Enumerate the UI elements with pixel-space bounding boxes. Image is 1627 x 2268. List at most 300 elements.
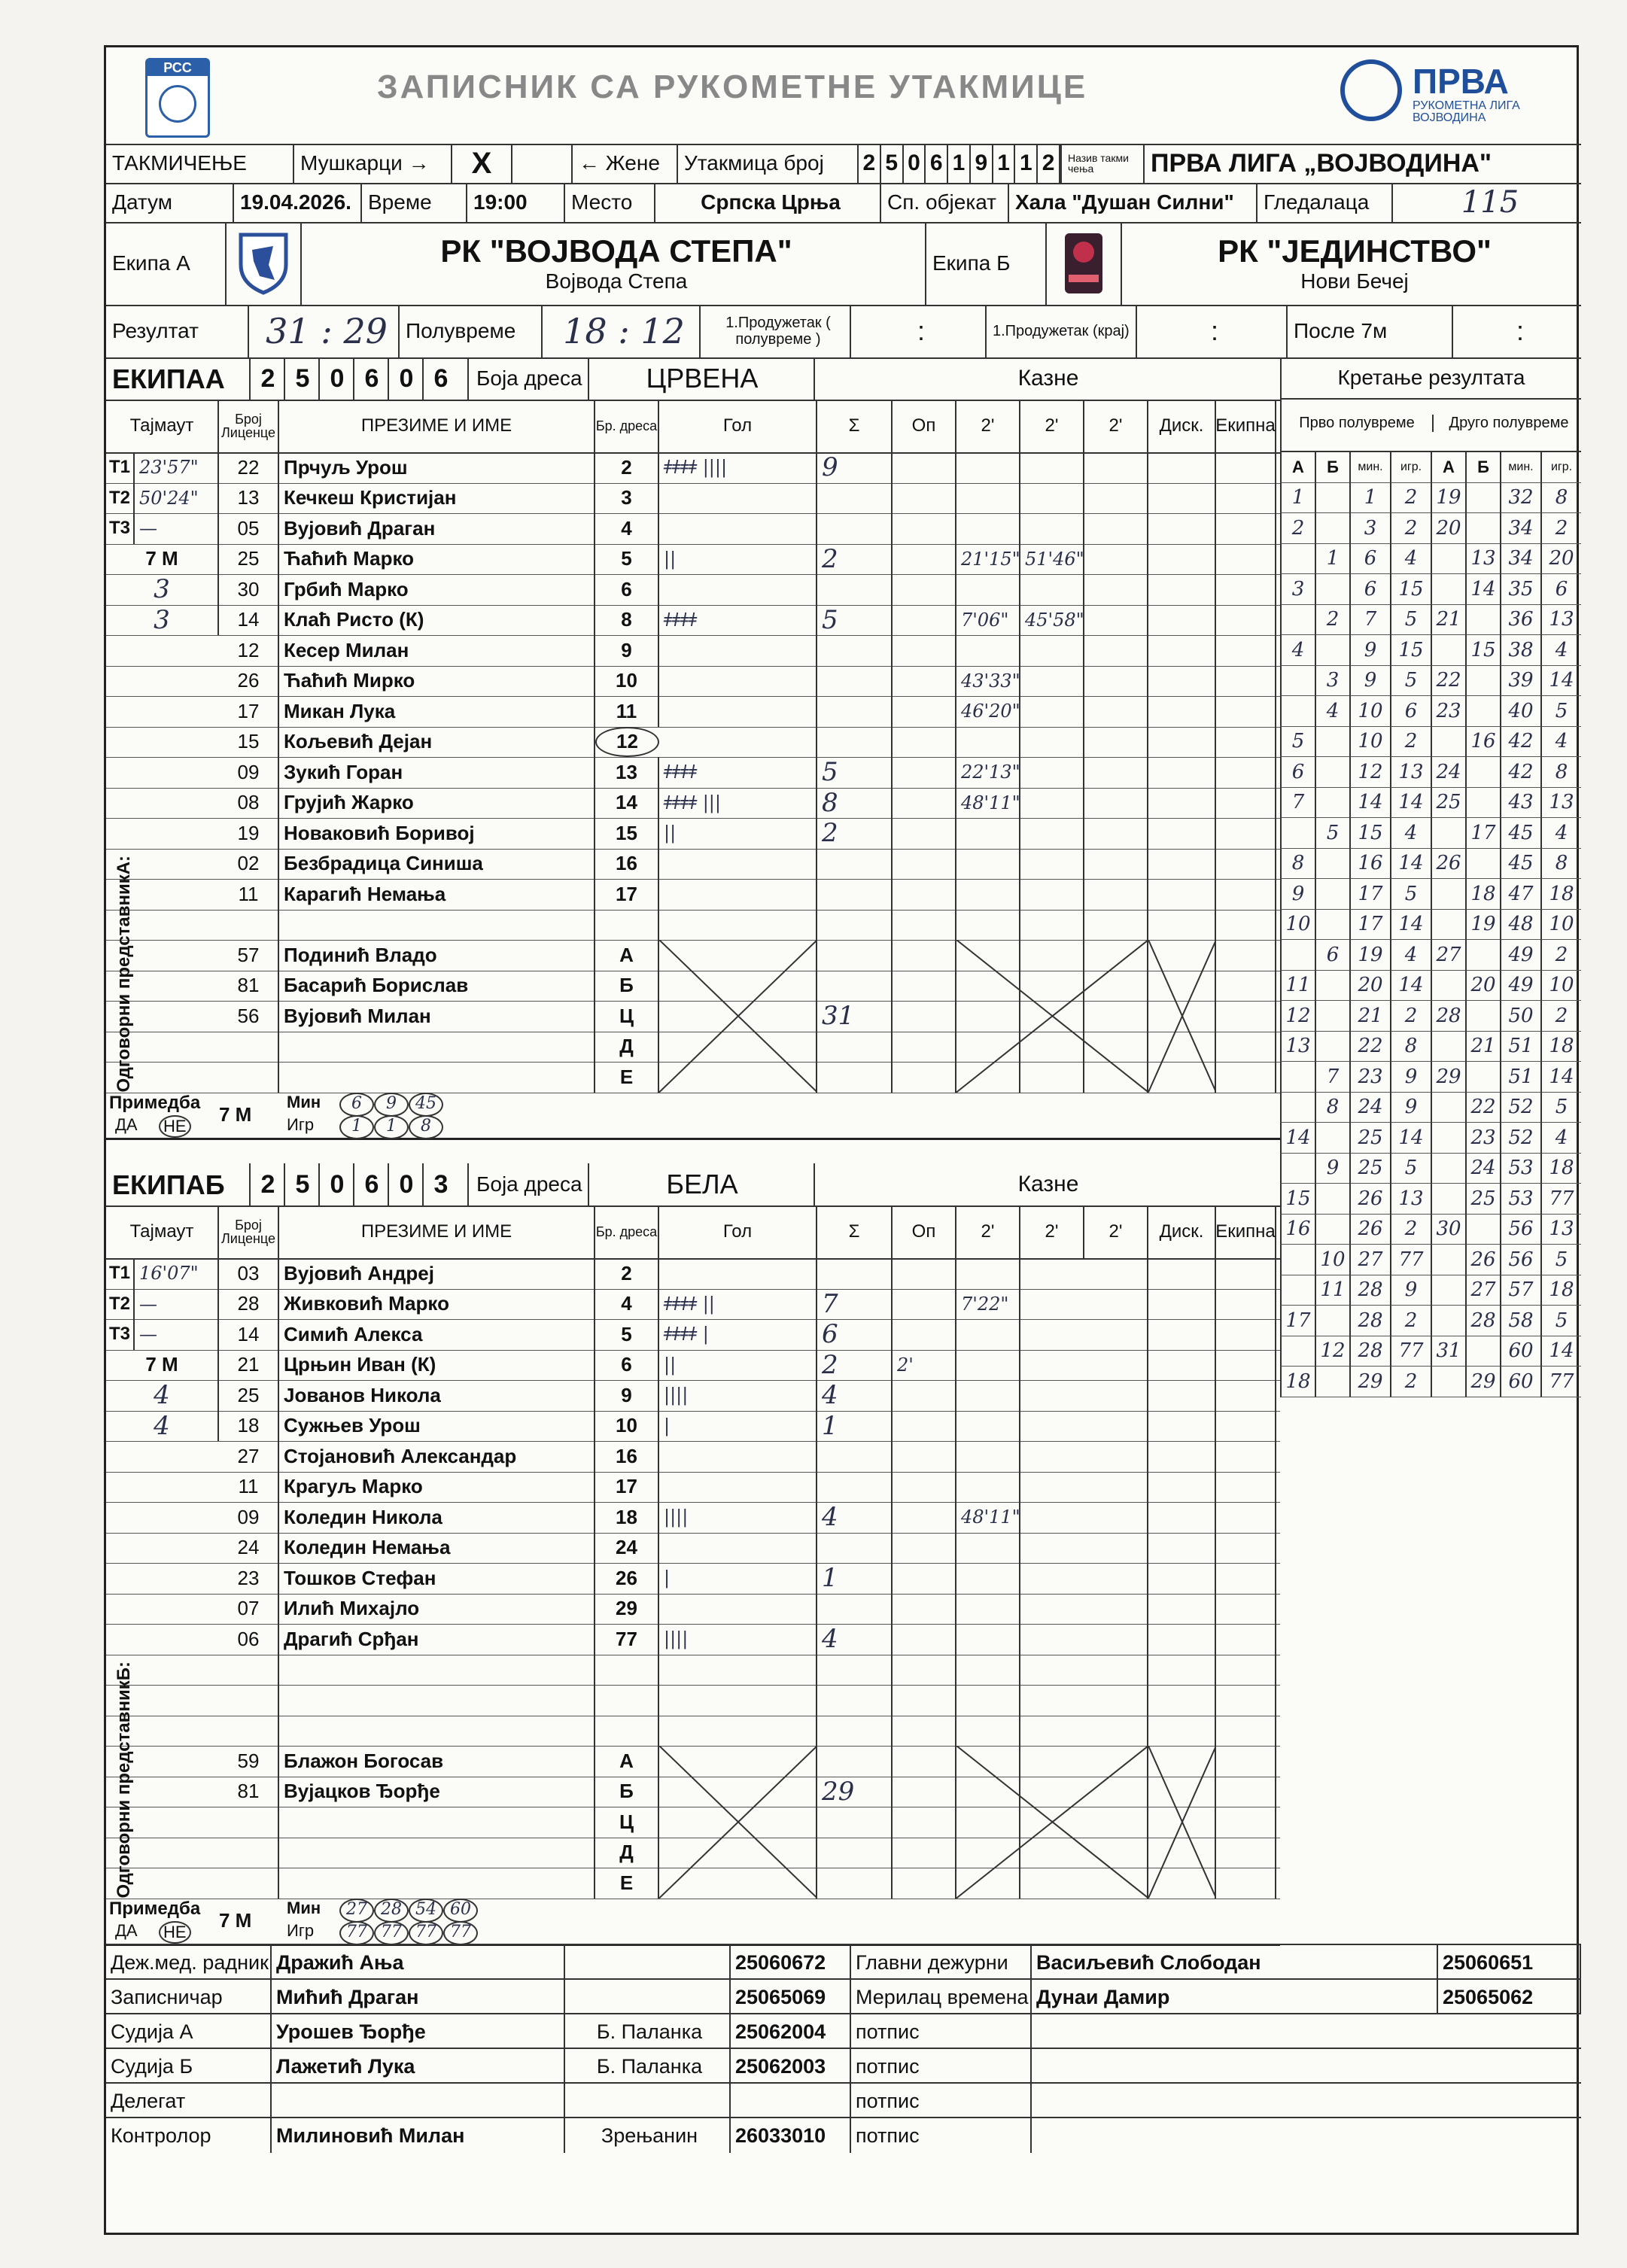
progress-cell bbox=[1315, 788, 1349, 819]
player-goal-sum bbox=[817, 910, 893, 941]
progress-cell: 32 bbox=[1500, 483, 1540, 514]
player-name bbox=[279, 910, 595, 941]
penalty-cell bbox=[1084, 1685, 1148, 1716]
progress-cell: 2 bbox=[1390, 1306, 1431, 1336]
progress-cell: 35 bbox=[1500, 574, 1540, 605]
player-license: 30 bbox=[219, 574, 279, 605]
penalty-cell bbox=[1148, 1655, 1216, 1686]
note-yes: ДА bbox=[115, 1114, 138, 1134]
player-goal-sum bbox=[817, 727, 893, 758]
player-name: Црњин Иван (К) bbox=[279, 1350, 595, 1381]
player-name: Стојановић Александар bbox=[279, 1441, 595, 1472]
official-city bbox=[565, 2084, 731, 2118]
penalty-cell bbox=[1084, 1380, 1148, 1411]
player-name bbox=[279, 1062, 595, 1093]
player-goal-sum: 6 bbox=[817, 1319, 893, 1350]
venue-value: Хала "Душан Силни" bbox=[1009, 183, 1258, 222]
progress-cell: 14 bbox=[1390, 788, 1431, 819]
progress-cell bbox=[1315, 1123, 1349, 1154]
player-suspension-1 bbox=[956, 910, 1020, 941]
progress-cell: 29 bbox=[1431, 1062, 1465, 1093]
penalty-cell bbox=[1084, 910, 1148, 941]
progress-subheader: игр. bbox=[1540, 452, 1581, 483]
player-suspension-1: 48'11" bbox=[956, 1502, 1020, 1533]
player-warning bbox=[893, 971, 956, 1002]
player-shirt: 17 bbox=[595, 1472, 659, 1503]
player-suspension-1: 22'13" bbox=[956, 757, 1020, 788]
penalty-cell bbox=[1148, 574, 1216, 605]
player-row bbox=[106, 1350, 1280, 1382]
player-goal-sum bbox=[817, 1868, 893, 1899]
player-shirt: 10 bbox=[595, 1411, 659, 1442]
progress-cell: 6 bbox=[1540, 574, 1581, 605]
column-header-sum: Σ bbox=[817, 400, 893, 452]
player-license: 08 bbox=[219, 788, 279, 819]
progress-cell: 2 bbox=[1280, 513, 1315, 544]
player-suspension-1 bbox=[956, 513, 1020, 544]
timeout-value: — bbox=[139, 518, 157, 540]
column-header-disq: Диск. bbox=[1148, 1205, 1216, 1258]
progress-cell: 29 bbox=[1465, 1367, 1500, 1397]
progress-cell: 8 bbox=[1390, 1032, 1431, 1063]
player-warning bbox=[893, 574, 956, 605]
penalty-cell bbox=[1148, 1594, 1216, 1625]
player-warning bbox=[893, 1032, 956, 1063]
player-shirt: 3 bbox=[595, 483, 659, 514]
progress-cell: 13 bbox=[1390, 757, 1431, 788]
player-warning bbox=[893, 1289, 956, 1320]
player-warning bbox=[893, 727, 956, 758]
progress-cell: 77 bbox=[1540, 1184, 1581, 1215]
match-number-digit: 9 bbox=[971, 144, 993, 183]
column-header-license: Број Лиценце bbox=[219, 400, 279, 452]
official-role-2: потпис bbox=[851, 2084, 1032, 2118]
timeout-value: — bbox=[139, 1293, 157, 1315]
progress-cell bbox=[1431, 544, 1465, 575]
player-goals bbox=[659, 696, 817, 727]
player-suspension-1 bbox=[956, 1319, 1020, 1350]
footer-minute: 45 bbox=[409, 1093, 443, 1117]
player-suspension-2 bbox=[1020, 849, 1084, 880]
player-license: 02 bbox=[219, 849, 279, 880]
progress-cell bbox=[1280, 696, 1315, 727]
penalty-cell bbox=[1148, 879, 1216, 910]
team_a-label: ЕКИПАА bbox=[112, 363, 225, 394]
player-suspension-2 bbox=[1020, 818, 1084, 849]
player-name: Ћаћић Мирко bbox=[279, 666, 595, 697]
seven-m-mark: 3 bbox=[106, 605, 219, 636]
progress-cell: 14 bbox=[1540, 1062, 1581, 1093]
column-header-2a: 2' bbox=[956, 400, 1020, 452]
seven-m-mark: 4 bbox=[106, 1411, 219, 1442]
progress-cell: 6 bbox=[1390, 696, 1431, 727]
progress-cell: 14 bbox=[1390, 910, 1431, 941]
penalty-cell bbox=[1148, 1563, 1216, 1594]
progress-cell: 5 bbox=[1540, 1245, 1581, 1275]
player-suspension-1: 7'06" bbox=[956, 605, 1020, 636]
player-license: 59 bbox=[219, 1746, 279, 1777]
progress-cell: 12 bbox=[1315, 1336, 1349, 1367]
penalty-cell bbox=[1148, 1380, 1216, 1411]
second-half-label: Друго полувреме bbox=[1432, 415, 1584, 432]
player-goals: ǂǂǂǂ bbox=[659, 757, 817, 788]
progress-cell bbox=[1431, 635, 1465, 666]
timeout-cell bbox=[106, 1289, 219, 1320]
player-shirt: 26 bbox=[595, 1563, 659, 1594]
player-shirt: 16 bbox=[595, 849, 659, 880]
player-suspension-1 bbox=[956, 1441, 1020, 1472]
progress-subheader: мин. bbox=[1500, 452, 1540, 483]
player-goal-sum bbox=[817, 635, 893, 666]
note-no: НЕ bbox=[159, 1921, 191, 1944]
timeout-cell bbox=[106, 483, 219, 514]
progress-cell: 27 bbox=[1431, 940, 1465, 971]
penalty-cell bbox=[1216, 452, 1276, 483]
official-role-2: потпис bbox=[851, 2118, 1032, 2153]
column-header-sum: Σ bbox=[817, 1205, 893, 1258]
player-shirt: 77 bbox=[595, 1624, 659, 1655]
player-row bbox=[106, 1594, 1280, 1625]
column-header-2c: 2' bbox=[1084, 400, 1148, 452]
player-suspension-2 bbox=[1020, 910, 1084, 941]
timeout-label: T1 bbox=[106, 452, 135, 483]
penalty-cell bbox=[1084, 1655, 1148, 1686]
timeout-value: 23'57" bbox=[139, 457, 199, 479]
crossed-box bbox=[659, 1746, 817, 1899]
official-city: Б. Паланка bbox=[565, 2049, 731, 2084]
crossed-box bbox=[956, 1746, 1148, 1899]
progress-cell: 15 bbox=[1390, 574, 1431, 605]
player-warning bbox=[893, 696, 956, 727]
official-name bbox=[272, 2084, 565, 2118]
player-suspension-2 bbox=[1020, 452, 1084, 483]
player-shirt: А bbox=[595, 1746, 659, 1777]
progress-cell bbox=[1315, 971, 1349, 1002]
player-name: Вујовић Милан bbox=[279, 1001, 595, 1032]
column-header-shirt: Бр. дреса bbox=[595, 1205, 659, 1258]
progress-cell bbox=[1280, 666, 1315, 697]
penalty-cell bbox=[1216, 940, 1276, 971]
timeout-cell bbox=[106, 513, 219, 544]
team_a-code-digit: 2 bbox=[249, 357, 285, 400]
team_a-code-digit: 0 bbox=[318, 357, 354, 400]
spectators-label: Гледалаца bbox=[1258, 183, 1393, 222]
player-suspension-1 bbox=[956, 635, 1020, 666]
player-suspension-1: 46'20" bbox=[956, 696, 1020, 727]
progress-cell bbox=[1315, 635, 1349, 666]
penalty-cell bbox=[1148, 818, 1216, 849]
progress-cell: 7 bbox=[1280, 788, 1315, 819]
penalty-cell bbox=[1148, 544, 1216, 575]
progress-cell: 11 bbox=[1280, 971, 1315, 1002]
footer-player: 77 bbox=[374, 1921, 409, 1945]
progress-cell: 11 bbox=[1315, 1275, 1349, 1306]
progress-cell: 12 bbox=[1280, 1001, 1315, 1032]
progress-cell bbox=[1465, 849, 1500, 880]
progress-cell: 10 bbox=[1280, 910, 1315, 941]
progress-cell: 23 bbox=[1465, 1123, 1500, 1154]
footer-player: 1 bbox=[374, 1115, 409, 1139]
player-suspension-1 bbox=[956, 1716, 1020, 1747]
player-goals bbox=[659, 879, 817, 910]
player-license: 81 bbox=[219, 971, 279, 1002]
player-warning bbox=[893, 757, 956, 788]
player-license: 09 bbox=[219, 757, 279, 788]
penalty-cell bbox=[1148, 666, 1216, 697]
penalty-cell bbox=[1084, 1563, 1148, 1594]
team-b-crest-icon bbox=[1061, 230, 1106, 297]
penalty-cell bbox=[1084, 1350, 1148, 1381]
progress-cell: 53 bbox=[1500, 1154, 1540, 1184]
official-row bbox=[106, 2013, 1581, 2049]
player-name: Кесер Милан bbox=[279, 635, 595, 666]
footer-minute: 9 bbox=[374, 1093, 409, 1117]
crossed-box bbox=[956, 940, 1148, 1093]
progress-cell: 5 bbox=[1390, 605, 1431, 636]
player-goal-sum bbox=[817, 849, 893, 880]
player-name bbox=[279, 1716, 595, 1747]
player-shirt: Д bbox=[595, 1032, 659, 1063]
progress-cell: 10 bbox=[1349, 727, 1390, 758]
column-header-name: ПРЕЗИМЕ И ИМЕ bbox=[279, 400, 595, 452]
player-name: Крагуљ Марко bbox=[279, 1472, 595, 1503]
column-header-team: Екипна bbox=[1216, 400, 1276, 452]
penalty-cell bbox=[1084, 1624, 1148, 1655]
progress-cell: 14 bbox=[1349, 788, 1390, 819]
player-shirt: 24 bbox=[595, 1533, 659, 1564]
team_a-code-digit: 0 bbox=[388, 357, 424, 400]
progress-cell: 5 bbox=[1390, 666, 1431, 697]
player-shirt: 13 bbox=[595, 757, 659, 788]
penalty-cell bbox=[1084, 1594, 1148, 1625]
player-row bbox=[106, 1380, 1280, 1412]
player-suspension-1 bbox=[956, 727, 1020, 758]
player-warning bbox=[893, 879, 956, 910]
official-city: Б. Паланка bbox=[565, 2014, 731, 2049]
progress-cell: 14 bbox=[1390, 971, 1431, 1002]
progress-cell: 8 bbox=[1315, 1093, 1349, 1123]
progress-cell: 24 bbox=[1349, 1093, 1390, 1123]
penalty-cell bbox=[1216, 666, 1276, 697]
minutes-label: Мин bbox=[287, 1092, 321, 1111]
player-suspension-2 bbox=[1020, 727, 1084, 758]
timeout-label: T3 bbox=[106, 1319, 135, 1350]
team_b-footer-row bbox=[106, 1899, 1280, 1946]
penalty-cell bbox=[1216, 1258, 1276, 1289]
player-warning bbox=[893, 452, 956, 483]
team_b-representative-label: Одговорни представникБ: bbox=[114, 1661, 134, 1899]
progress-cell: 18 bbox=[1540, 1032, 1581, 1063]
penalty-cell bbox=[1216, 1685, 1276, 1716]
progress-cell: 4 bbox=[1390, 544, 1431, 575]
after-7m-label: После 7м bbox=[1288, 305, 1453, 357]
progress-cell: 6 bbox=[1280, 757, 1315, 788]
official-role-2: потпис bbox=[851, 2014, 1032, 2049]
player-suspension-1 bbox=[956, 1533, 1020, 1564]
penalty-cell bbox=[1216, 605, 1276, 636]
progress-cell: 15 bbox=[1280, 1184, 1315, 1215]
player-suspension-2 bbox=[1020, 635, 1084, 666]
progress-cell: 25 bbox=[1431, 788, 1465, 819]
date-row bbox=[106, 183, 1581, 222]
progress-cell bbox=[1315, 1032, 1349, 1063]
player-license: 15 bbox=[219, 727, 279, 758]
official-row bbox=[106, 2048, 1581, 2084]
player-warning bbox=[893, 788, 956, 819]
player-suspension-2: 51'46" bbox=[1020, 544, 1084, 575]
official-role: Судија Б bbox=[106, 2049, 272, 2084]
player-row bbox=[106, 818, 1280, 850]
progress-cell: 34 bbox=[1500, 544, 1540, 575]
penalty-cell bbox=[1216, 1001, 1276, 1032]
player-warning bbox=[893, 1411, 956, 1442]
progress-cell bbox=[1431, 1275, 1465, 1306]
progress-cell: 22 bbox=[1349, 1032, 1390, 1063]
progress-cell: 28 bbox=[1465, 1306, 1500, 1336]
column-header-2b: 2' bbox=[1020, 400, 1084, 452]
player-shirt: 16 bbox=[595, 1441, 659, 1472]
spectators-value: 115 bbox=[1461, 185, 1519, 220]
progress-cell bbox=[1315, 1001, 1349, 1032]
penalty-cell bbox=[1216, 544, 1276, 575]
progress-cell bbox=[1315, 849, 1349, 880]
ot1-half-label: 1.Продужетак ( полувреме ) bbox=[701, 305, 851, 357]
men-mark[interactable]: X bbox=[452, 144, 512, 183]
progress-cell: 51 bbox=[1500, 1032, 1540, 1063]
player-warning bbox=[893, 1777, 956, 1807]
progress-cell bbox=[1315, 879, 1349, 910]
match-no-label: Утакмица број bbox=[678, 144, 859, 183]
progress-cell: 2 bbox=[1390, 1367, 1431, 1397]
player-goals bbox=[659, 1716, 817, 1747]
official-city bbox=[565, 1945, 731, 1980]
official-name-2: Дунаи Дамир bbox=[1032, 1980, 1438, 2014]
progress-cell: 8 bbox=[1280, 849, 1315, 880]
seven-m-mark: 4 bbox=[106, 1380, 219, 1411]
player-goals bbox=[659, 513, 817, 544]
player-goal-sum: 1 bbox=[817, 1411, 893, 1442]
player-suspension-1: 7'22" bbox=[956, 1289, 1020, 1320]
player-shirt: 12 bbox=[595, 727, 659, 758]
progress-cell: 49 bbox=[1500, 971, 1540, 1002]
player-row bbox=[106, 1502, 1280, 1534]
player-row bbox=[106, 1319, 1280, 1351]
progress-cell: 9 bbox=[1390, 1093, 1431, 1123]
player-warning bbox=[893, 1746, 956, 1777]
seven-m-mark: 3 bbox=[106, 574, 219, 605]
progress-cell: 9 bbox=[1390, 1062, 1431, 1093]
player-suspension-2 bbox=[1020, 574, 1084, 605]
team_b-header-row bbox=[106, 1163, 1280, 1207]
player-goals: ǂǂǂǂ || bbox=[659, 1289, 817, 1320]
player-warning bbox=[893, 483, 956, 514]
player-shirt: А bbox=[595, 940, 659, 971]
player-goals: | bbox=[659, 1411, 817, 1442]
progress-cell: 3 bbox=[1349, 513, 1390, 544]
player-name: Сужњев Урош bbox=[279, 1411, 595, 1442]
team_b-code-digit: 3 bbox=[422, 1163, 458, 1205]
progress-cell: 2 bbox=[1540, 1001, 1581, 1032]
penalty-cell bbox=[1216, 788, 1276, 819]
progress-subheader: Б bbox=[1315, 452, 1349, 483]
player-shirt: 6 bbox=[595, 574, 659, 605]
progress-cell: 23 bbox=[1349, 1062, 1390, 1093]
match-number-digit: 5 bbox=[881, 144, 904, 183]
progress-cell: 25 bbox=[1465, 1184, 1500, 1215]
progress-cell bbox=[1431, 910, 1465, 941]
player-shirt: 10 bbox=[595, 666, 659, 697]
penalty-cell bbox=[1084, 696, 1148, 727]
player-license: 23 bbox=[219, 1563, 279, 1594]
progress-cell: 8 bbox=[1540, 849, 1581, 880]
player-name: Вујацков Ђорђе bbox=[279, 1777, 595, 1807]
team-b-city: Нови Бечеј bbox=[1300, 269, 1409, 293]
player-row bbox=[106, 879, 1280, 911]
penalty-cell bbox=[1216, 1563, 1276, 1594]
player-suspension-1 bbox=[956, 1350, 1020, 1381]
player-warning bbox=[893, 1838, 956, 1868]
progress-subheader: мин. bbox=[1349, 452, 1390, 483]
progress-cell: 5 bbox=[1540, 1306, 1581, 1336]
progress-cell: 36 bbox=[1500, 605, 1540, 636]
date-label: Датум bbox=[106, 183, 234, 222]
player-license: 07 bbox=[219, 1594, 279, 1625]
team-a-crest bbox=[227, 222, 302, 305]
player-goals bbox=[659, 574, 817, 605]
player-shirt: 15 bbox=[595, 818, 659, 849]
team_b-code-digit: 5 bbox=[284, 1163, 320, 1205]
note-yes: ДА bbox=[115, 1920, 138, 1940]
result-value: 31 : 29 bbox=[249, 305, 400, 357]
player-suspension-2 bbox=[1020, 879, 1084, 910]
progress-cell: 8 bbox=[1540, 483, 1581, 514]
official-city bbox=[565, 1980, 731, 2014]
player-shirt: 18 bbox=[595, 1502, 659, 1533]
player-goal-sum bbox=[817, 666, 893, 697]
player-suspension-1 bbox=[956, 1624, 1020, 1655]
player-warning: 2' bbox=[893, 1350, 956, 1381]
player-suspension-1 bbox=[956, 574, 1020, 605]
progress-cell: 13 bbox=[1540, 605, 1581, 636]
player-row bbox=[106, 1533, 1280, 1564]
player-license: 18 bbox=[219, 1411, 279, 1442]
player-goals: || bbox=[659, 544, 817, 575]
timeout-cell bbox=[106, 452, 219, 483]
progress-cell bbox=[1465, 483, 1500, 514]
penalty-cell bbox=[1216, 483, 1276, 514]
team_b-jersey-value: БЕЛА bbox=[588, 1163, 815, 1205]
player-warning bbox=[893, 1594, 956, 1625]
penalty-cell bbox=[1216, 1472, 1276, 1503]
player-shirt bbox=[595, 1685, 659, 1716]
timeout-value: 50'24" bbox=[139, 487, 199, 509]
penalty-cell bbox=[1084, 727, 1148, 758]
player-license: 26 bbox=[219, 666, 279, 697]
progress-cell: 2 bbox=[1390, 727, 1431, 758]
official-license: 25062003 bbox=[731, 2049, 851, 2084]
column-header-goal: Гол bbox=[659, 400, 817, 452]
progress-cell: 26 bbox=[1465, 1245, 1500, 1275]
penalty-cell bbox=[1148, 635, 1216, 666]
player-goal-sum bbox=[817, 574, 893, 605]
team_a-code-digit: 5 bbox=[284, 357, 320, 400]
team_b-code-digit: 0 bbox=[388, 1163, 424, 1205]
players-label: Игр bbox=[287, 1114, 315, 1134]
team-a-crest-icon bbox=[237, 231, 290, 296]
player-goal-sum bbox=[817, 1807, 893, 1838]
progress-subheader: игр. bbox=[1390, 452, 1431, 483]
penalty-cell bbox=[1216, 727, 1276, 758]
